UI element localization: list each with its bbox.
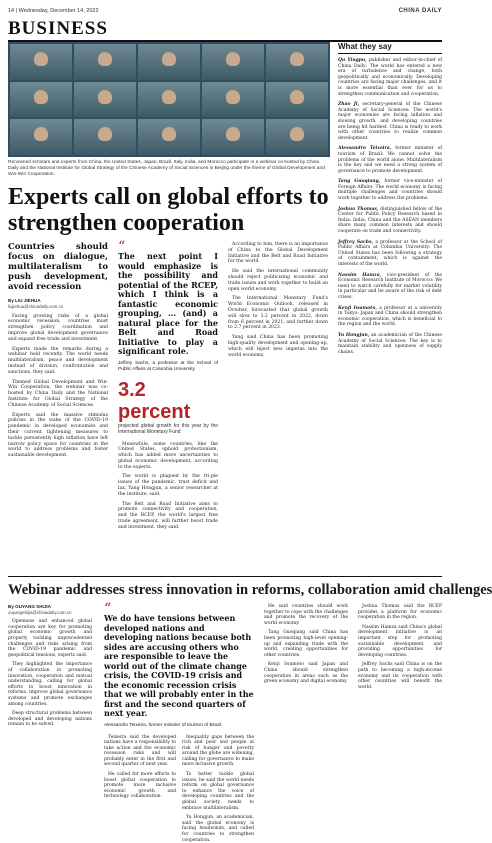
sidebar-quote [338,240,442,268]
paragraph: Kenji Iwamoto said Japan and China should strengthen cooperation in areas such as the green economy and digital economy. [264,662,348,685]
participant-tile [74,119,136,155]
quote-attribution: Jeffrey Sachs, a professor at the School of Public Affairs at Columbia University [118,360,218,372]
speaker-quote: secretary-general of the Chinese Academy of Social Sciences: The world's major economies are facing inflation and slowing growth, and developing countries are being hit hardest. China is ready to work with other countries to realize common development. [338,102,442,141]
paragraph: Teixeira said the developed nations have a responsibility to take action and the economic recession risks and will probably enter in the first and second quarter of next year. [104,734,176,768]
photo-caption: Renowned scholars and experts from China, the United States, Japan, Brazil, Italy, India, and Morocco participate in a webinar co-hosted by China Daily and the National Institute for Global Strategy of the Chinese Academy of Social Sciences in Beijing under the theme of Global Development and Win-Win Cooperation. [8,160,325,177]
speaker-quote: an academician of the Chinese Academy of Social Sciences: The key is to maintain stability and openness of supply chains. [338,332,442,355]
participant-tile [202,44,264,80]
sidebar-quote [338,179,442,201]
paragraph: Themed Global Development and Win-Win Cooperation, the webinar was co-hosted by China Daily and the National Institute for Global Strategy of the Chinese Academy of Social Sciences. [8,379,108,408]
paragraph: He said the international community should reject politicizing economic and trade issues and work together to build an open world economy. [228,269,328,292]
sidebar-title: What they say [338,42,442,54]
sidebar-quote [338,333,442,355]
speaker-name: Alessandro Teixeira, [338,146,392,152]
speaker-quote: distinguished fellow of the Center for Public Policy Research based in India: India, China and the ASEAN members share many common interests and should cooperate on trade and connectivity. [338,206,442,235]
second-pull-quote-block [104,601,254,843]
paragraph: The Belt and Road Initiative aims to promote connectivity and cooperation, and the RCEP, the world's largest free trade agreement, will further boost trade and investment, they said. [118,501,218,530]
speaker-quote: former minister of tourism of Brazil: We cannot solve the problems of the world alone. Multilateralism is the key and we need a strong system of governance to promote development. [338,146,442,174]
paragraph: They highlighted the importance of collaboration in promoting innovation, cooperation and mutual understanding, calling for global efforts to boost innovation in reforms, improve global governance systems and promote exchanges among countries. [8,662,92,707]
paragraph: Jeffrey Sachs said China is on the path to becoming a high-income economy and its cooperation with other countries will benefit the world. [358,662,442,690]
participant-tile [74,44,136,80]
byline-email: ouyangshijia@chinadaily.com.cn [8,609,72,615]
sidebar-quote [338,306,442,328]
speaker-name: Tang Guoqiang, [338,179,381,185]
speaker-quote: publisher and editor-in-chief of China Daily: The world has entered a new era of turbulence and change, both geopolitically and economically. Developing countries are facing major challenges, and it is more essential than ever for us to strengthen communication and cooperation. [338,58,442,97]
speaker-quote: former vice-minister of Foreign Affairs: The world economy is facing multiple challenges and countries should work together to address the problems. [338,179,442,202]
second-story-column-4 [358,604,442,777]
participant-tile [266,119,328,155]
speaker-quote: a professor at a university in Tokyo: Japan and China should strengthen economic cooperation, which is beneficial to the region and the world. [338,305,442,328]
webinar-photo [8,42,330,157]
story-columns [8,239,330,572]
paragraph: Openness and enhanced global cooperation are key for promoting global economic growth and properly tackling unprecedented challenges and risks arising from the COVID-19 pandemic and geopolitical tensions, experts said. [8,619,92,658]
brand-name: CHINA DAILY [398,8,442,14]
speaker-name: Joshua Thomas, [338,206,379,212]
page-number: 14 [8,8,15,14]
speaker-name: Kenji Iwamoto, [338,305,377,311]
story-column-1 [8,242,108,463]
participant-tile [10,82,72,118]
speaker-name: Zhao Ji, [338,102,360,108]
speaker-name: Nassim Hamza, [338,272,382,278]
section-divider [8,576,442,577]
page-number-and-date: 14 | Wednesday, December 14, 2022 [8,8,99,14]
masthead [8,6,442,16]
participant-tile [202,119,264,155]
sidebar-quote [338,207,442,235]
participant-tile [10,44,72,80]
paragraph: Inequality gaps between the rich and poor and people at risk of hunger and poverty around the globe are widening, calling for governance to make more inclusive growth. [182,734,254,768]
second-headline: Webinar addresses stress innovation in reforms, collaboration amid challenges [8,582,492,598]
second-story-column-1 [8,604,92,777]
participant-tile [74,82,136,118]
participant-tile [266,82,328,118]
pull-quote: We do have tensions between developed nations and developing nations because both sides are accusing others who are responsible to leave the world out of the climate change crisis, the COVID-19 crisis and the economic recession crisis that we will probably enter in the first and the second quarters of next year. [104,613,254,718]
participant-tile [10,119,72,155]
sidebar-quote [338,102,442,141]
issue-date: Wednesday, December 14, 2022 [18,8,99,14]
stat-label: projected global growth for this year by the International Monetary Fund [118,422,218,435]
quote-mark-icon: “ [104,601,112,617]
speaker-name: Yu Hongjun, [338,332,370,338]
paragraph: Tang Guoqiang said China has been promoting high-level opening-up and expanding trade with the world, creating opportunities for other countries. [264,630,348,658]
speaker-quote: a professor at the School of Public Affairs at Columbia University: The United States has been following a strategy of containment, which is against the interests of the world. [338,239,442,267]
second-story-column-3 [264,604,348,777]
what-they-say-sidebar [338,42,442,572]
newspaper-page [8,6,492,843]
participant-tile [138,119,200,155]
paragraph: Experts said the massive stimulus policies in the wake of the COVID-19 pandemic in developed economies and their current tightening measures to tackle persistently high inflation have left narrow policy space for countries in the world to address problems and foster sustainable development. [8,412,108,459]
sidebar-quote [338,146,442,174]
paragraph: He called for more efforts to boost global cooperation to promote more inclusive economic growth and technology collaboration. [104,772,176,800]
section-title: BUSINESS [8,18,442,42]
paragraph: Experts made the remarks during a webinar held recently. The world needs multilateralism, peace and development instead of division, confrontation and sanctions, they said. [8,346,108,375]
paragraph: He said countries should work together to cope with the challenges and promote the recovery of the world economy. [264,604,348,626]
story-column-3 [228,242,328,362]
paragraph: The world is plagued by the tri-ple issues of the pandemic, trust deficit and lax, Yang Hongjun, a senior researcher at the institute, said. [118,474,218,497]
paragraph: Joshua Thomas said the RCEP provides a platform for economic cooperation in the region. [358,604,442,621]
byline-email: liujiehua@chinadaily.com.cn [8,303,64,309]
paragraph: Yu Hongjun, an academician, said the global economy is facing headwinds, and called for countries to strengthen cooperation. [182,815,254,843]
paragraph: The International Monetary Fund's World Economic Outlook, released in October, forecasted that global growth will slow to 3.2 percent in 2022, down from 6 percent in 2021, and further down to 2.7 percent in 2023. [228,296,328,331]
quote-mark-icon: “ [118,239,126,255]
paragraph: Deep structural problems between developed and developing nations remain to be solved. [8,711,92,728]
stat-figure: 3.2 percent [118,378,191,423]
sidebar-quote [338,273,442,301]
byline: By OUYANG SHIJIA [8,604,51,609]
second-story-column-2b [182,734,254,843]
paragraph: To better tackle global issues, he said the world needs reform on global governance to enhance the voice of developing countries and the global society needs to embrace multilateralism. [182,772,254,811]
paragraph: Nassim Hamza said China's global development initiative is an important step for promoting sustainable development and providing opportunities for developing countries. [358,624,442,658]
speaker-quote: vice-president of the Economic Research Institute of Morocco: We need to watch carefully for market volatility in particular and be aware of the risk of debt crises. [338,272,442,300]
participant-tile [138,44,200,80]
participant-tile [202,82,264,118]
second-story [8,601,442,843]
paragraph: According to him, there is an importance of China to the Global Development Initiative and the Belt and Road Initiative for the world. [228,242,328,265]
story-deck: Countries should focus on dialogue, multilateralism to push development, avoid recession [8,242,108,292]
paragraph: Yang said China has been promoting high-quality development and opening-up, which will inject new impetus into the world economy. [228,335,328,358]
story-column-2 [118,239,218,535]
participant-tile [138,82,200,118]
speaker-name: Qu Yingpu, [338,58,367,63]
second-story-column-2a [104,735,176,801]
main-headline: Experts call on global efforts to strengthen cooperation [8,184,329,236]
quote-attribution: Alessandro Teixeira, former minister of tourism of Brazil [104,722,222,728]
sidebar-quote [338,58,442,97]
paragraph: Meanwhile, some countries, like the United States, uphold protectionism, which has added more uncertainties to global economic development, according to the experts. [118,441,218,470]
byline: By LIU JIEHUA [8,298,41,303]
paragraph: Facing growing risks of a global economic recession, countries must strengthen policy coordination and improve global development governance and expand free trade and investment. [8,313,108,342]
participant-tile [266,44,328,80]
speaker-name: Jeffrey Sachs, [338,239,374,245]
pull-quote: The next point I would emphasize is the possibility and potential of the RCEP, which I think is a fantastic economic grouping, … (and) a natural place for the Belt and Road Initiative to play a significant role. [118,251,218,356]
